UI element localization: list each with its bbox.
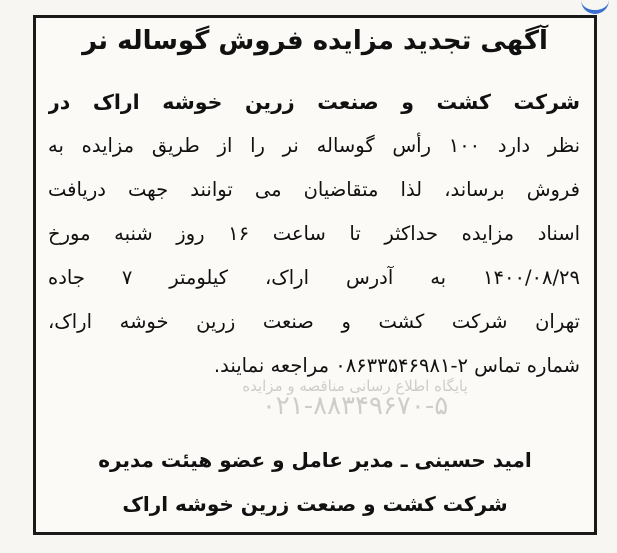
notice-signature — [50, 438, 580, 526]
signature-name-title: امید حسینی ـ مدیر عامل و عضو هیئت مدیره — [98, 448, 532, 472]
notice-line: تهران شرکت کشت و صنعت زرین خوشه اراک، — [48, 310, 580, 333]
notice-line: نظر دارد ۱۰۰ رأس گوساله نر را از طریق مزایده به — [48, 134, 580, 157]
notice-title: آگهی تجدید مزایده فروش گوساله نر — [82, 26, 548, 56]
watermark-phone: ۰۲۱-۸۸۳۴۹۶۷۰-۵ — [261, 391, 449, 421]
notice-line: ۱۴۰۰/۰۸/۲۹ به آدرس اراک، کیلومتر ۷ جاده — [48, 266, 580, 289]
auction-notice — [36, 18, 594, 532]
signature-company: شرکت کشت و صنعت زرین خوشه اراک — [122, 492, 508, 516]
corner-decoration-icon — [581, 0, 609, 14]
notice-line: فروش برساند، لذا متقاضیان می توانند جهت دریافت — [48, 178, 580, 201]
notice-line: شرکت کشت و صنعت زرین خوشه اراک در — [48, 90, 580, 114]
notice-body — [48, 80, 580, 388]
watermark-text: پایگاه اطلاع رسانی مناقصه و مزایده — [242, 377, 468, 395]
notice-frame — [33, 15, 597, 535]
notice-line: شماره تماس ۲-۰۸۶۳۳۵۴۶۹۸۱ مراجعه نمایند. — [213, 354, 580, 377]
notice-line: اسناد مزایده حداکثر تا ساعت ۱۶ روز شنبه مورخ — [48, 222, 580, 245]
